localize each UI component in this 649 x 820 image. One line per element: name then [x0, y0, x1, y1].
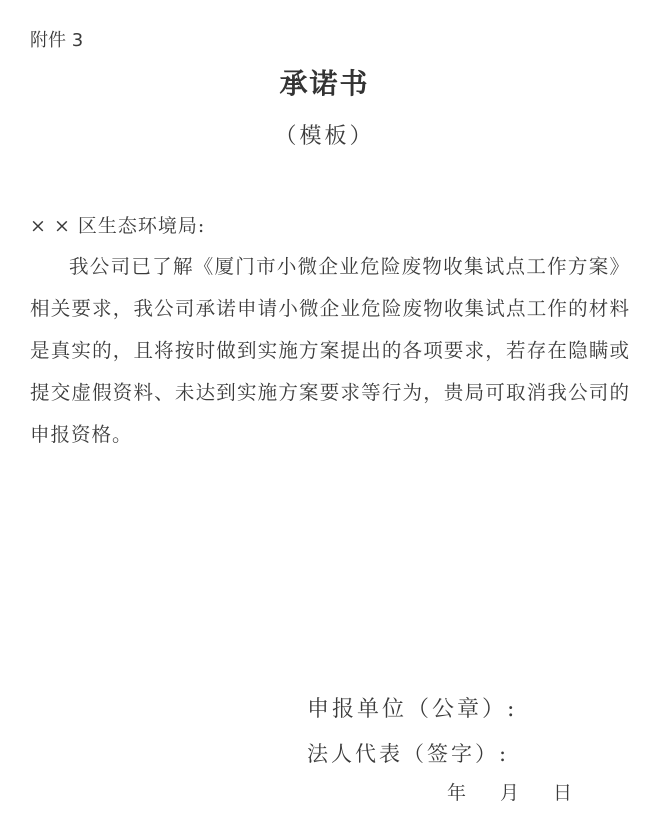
attachment-label: 附件 3	[30, 30, 84, 51]
date-day: 日	[553, 782, 573, 804]
document-title: 承诺书	[279, 67, 370, 100]
salutation: × × 区生态环境局:	[30, 215, 206, 237]
date-line	[447, 778, 572, 805]
document-subtitle: （模板）	[274, 124, 375, 149]
legal-representative-label: 法人代表（签字）:	[307, 742, 510, 766]
applicant-unit-label: 申报单位（公章）:	[307, 697, 518, 722]
date-year: 年	[447, 782, 467, 804]
body-paragraph: 我公司已了解《厦门市小微企业危险废物收集试点工作方案》相关要求，我公司承诺申请小微企业危险废物收集试点工作的材料是真实的，且将按时做到实施方案提出的各项要求，若存在隐瞒或提交虚假资料、未达到实施方案要求等行为，贵局可取消我公司的申报资格。	[30, 255, 630, 446]
date-month: 月	[500, 782, 520, 804]
